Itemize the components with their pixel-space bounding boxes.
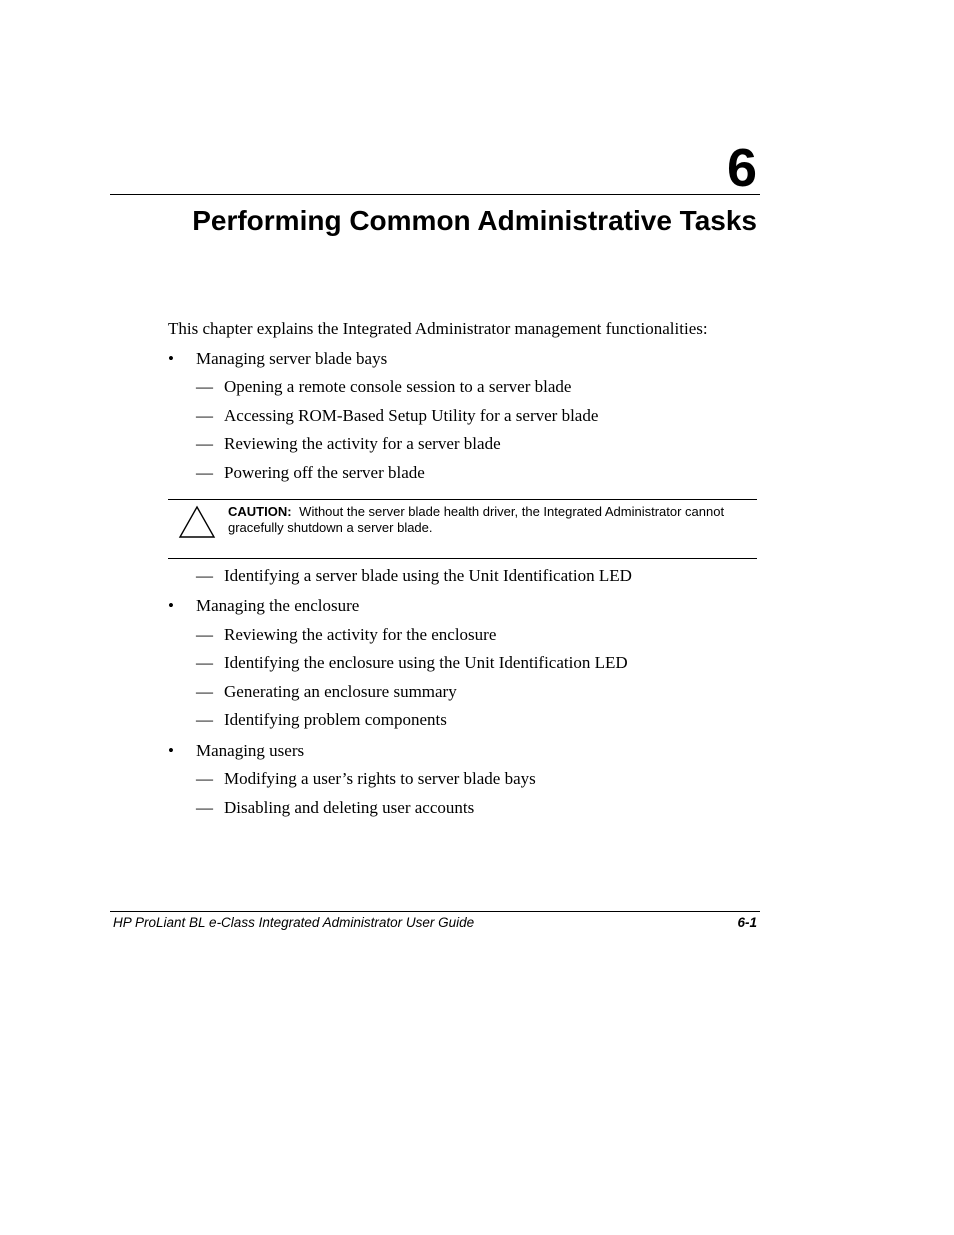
sub-list-item-text: Modifying a user’s rights to server blade bays [224,769,536,788]
dash-icon: — [196,682,213,701]
sub-list-item-text: Accessing ROM-Based Setup Utility for a server blade [224,406,599,425]
dash-icon: — [196,463,213,482]
sub-list-item [196,797,474,819]
dash-icon: — [196,710,213,729]
dash-icon: — [196,769,213,788]
list-item [168,740,304,762]
chapter-title: Performing Common Administrative Tasks [192,205,757,236]
sub-list-item [196,405,598,427]
caution-triangle-icon [178,505,216,539]
bullet-icon: • [168,349,174,368]
sub-list-item-text: Opening a remote console session to a server blade [224,377,572,396]
sub-list-item [196,433,501,455]
footer-rule [110,911,760,912]
sub-list-item-text: Generating an enclosure summary [224,682,457,701]
bullet-icon: • [168,741,174,760]
sub-list-item-text: Disabling and deleting user accounts [224,798,475,817]
sub-list-item [196,565,632,587]
caution-label: CAUTION: [228,504,292,519]
sub-list-item [196,462,425,484]
dash-icon: — [196,377,213,396]
caution-box [168,499,757,559]
sub-list-item [196,681,457,703]
intro-paragraph: This chapter explains the Integrated Administrator management functionalities: [168,319,708,338]
list-item [168,348,387,370]
list-item-label: Managing users [196,741,305,760]
caution-message: Without the server blade health driver, the Integrated Administrator cannot gracefully shutdown a server blade. [228,504,725,535]
list-item [168,595,359,617]
sub-list-item-text: Reviewing the activity for a server blade [224,434,501,453]
dash-icon: — [196,653,213,672]
bullet-icon: • [168,596,174,615]
dash-icon: — [196,625,213,644]
dash-icon: — [196,434,213,453]
sub-list-item [196,624,496,646]
sub-list-item [196,709,447,731]
chapter-rule [110,194,760,195]
sub-list-item-text: Powering off the server blade [224,463,425,482]
sub-list-item-text: Identifying problem components [224,710,447,729]
sub-list-item [196,652,628,674]
list-item-label: Managing the enclosure [196,596,360,615]
sub-list-item-text: Reviewing the activity for the enclosure [224,625,497,644]
caution-text [228,504,748,536]
sub-list-item-text: Identifying the enclosure using the Unit Identification LED [224,653,628,672]
list-item-label: Managing server blade bays [196,349,388,368]
dash-icon: — [196,798,213,817]
dash-icon: — [196,406,213,425]
chapter-number: 6 [726,138,757,198]
page-number: 6-1 [737,915,757,930]
sub-list-item-text: Identifying a server blade using the Unit Identification LED [224,566,632,585]
sub-list-item [196,768,536,790]
sub-list-item [196,376,571,398]
footer-title: HP ProLiant BL e-Class Integrated Administrator User Guide [113,915,475,930]
dash-icon: — [196,566,213,585]
